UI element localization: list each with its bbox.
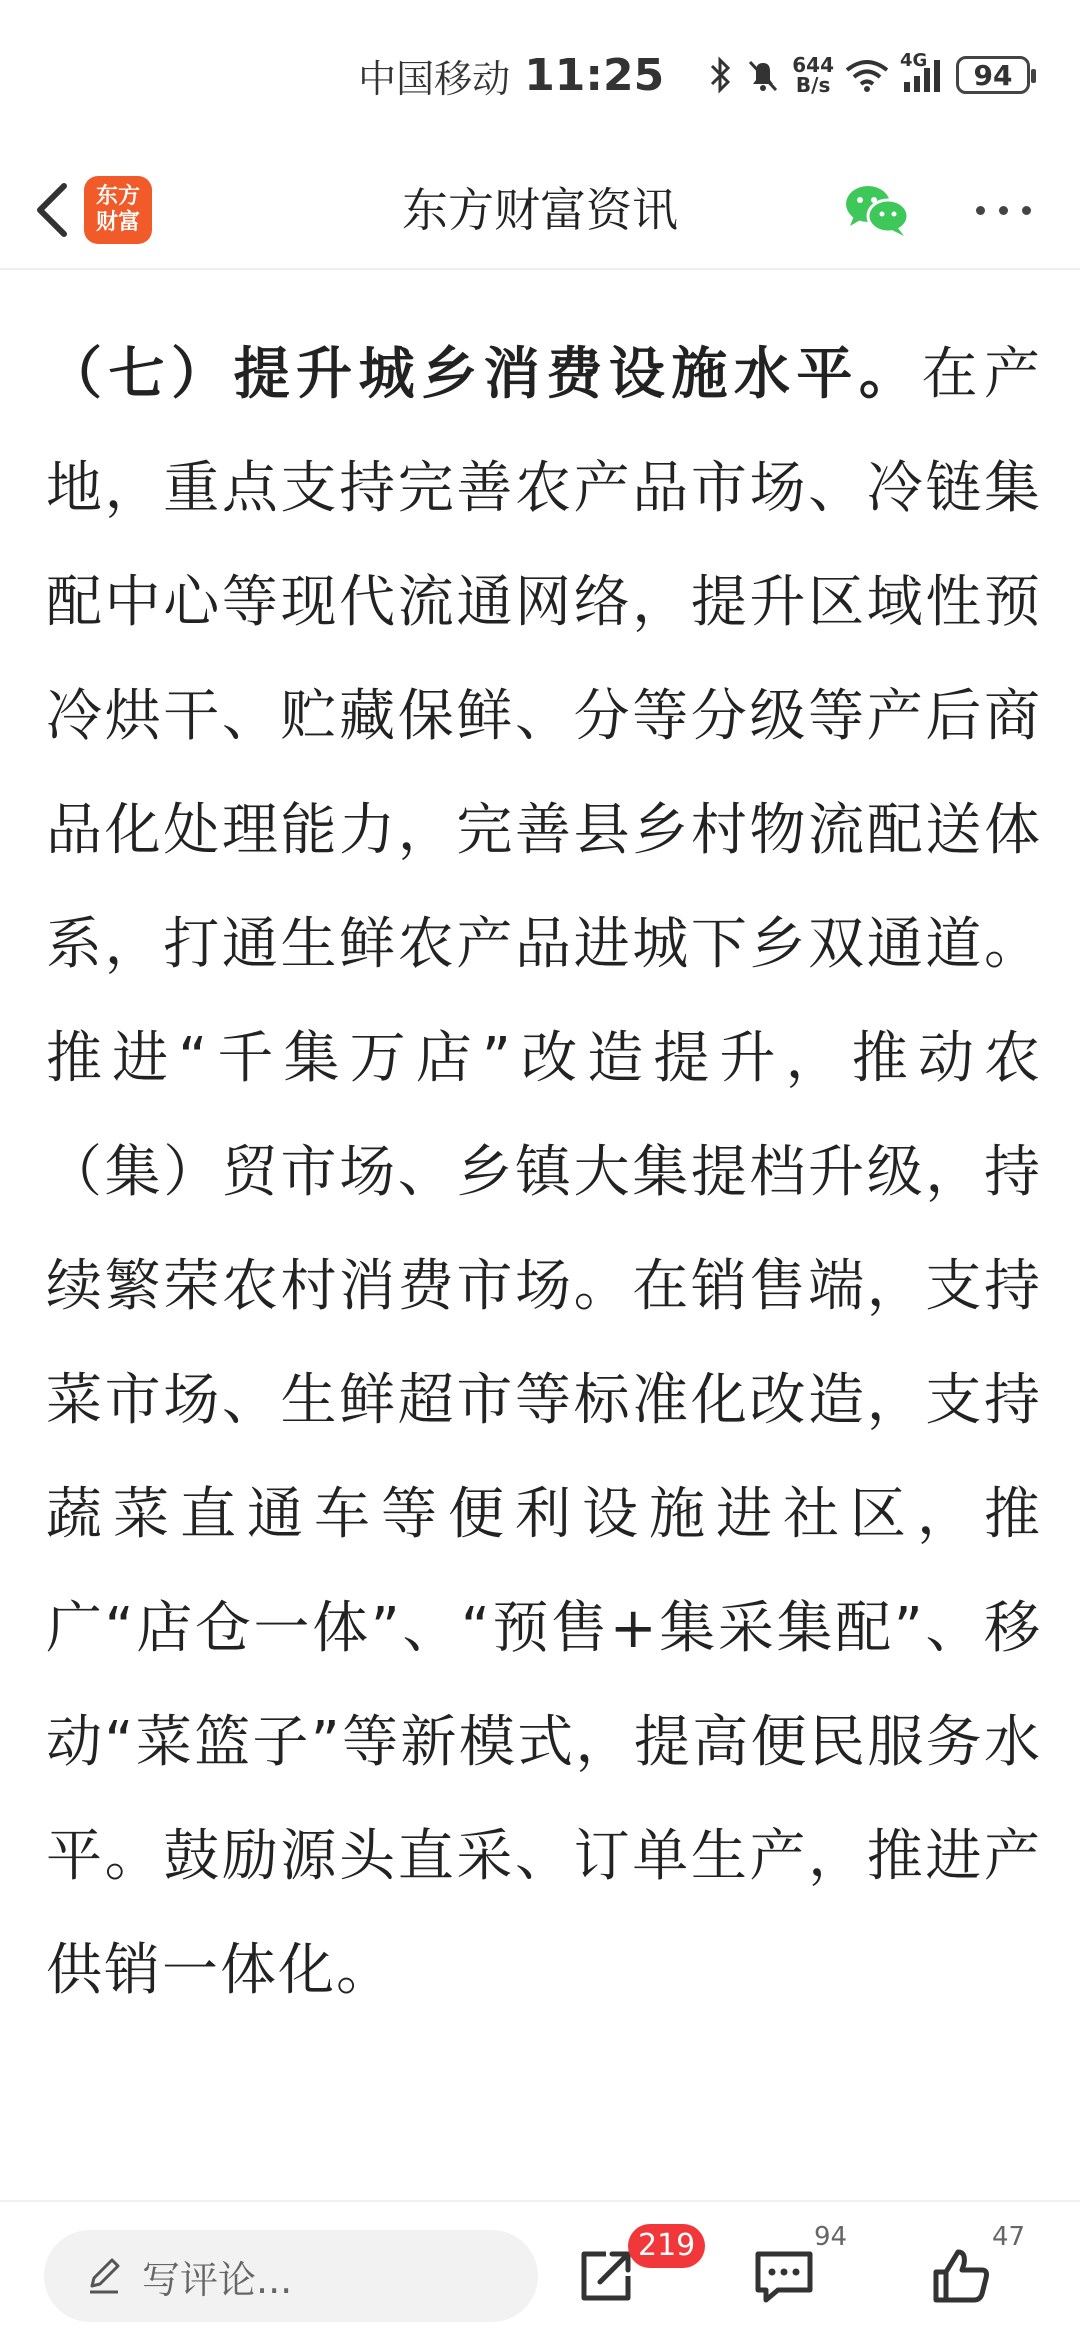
- network-type-label: 4G: [900, 50, 928, 71]
- article-body: [46, 318, 1042, 2028]
- back-arrow-icon: [32, 180, 72, 240]
- more-dot: [1022, 206, 1031, 215]
- net-speed-value: 644: [792, 53, 834, 77]
- carrier-label: 中国移动: [358, 56, 511, 101]
- share-count-badge: 219: [628, 2224, 705, 2268]
- more-dot: [976, 206, 985, 215]
- mute-bell-icon: [744, 56, 782, 94]
- clock: 11:25: [524, 49, 665, 101]
- share-icon: [576, 2246, 636, 2306]
- wechat-icon: [842, 180, 912, 240]
- comment-bubble-icon: [752, 2246, 816, 2306]
- more-options-button[interactable]: [968, 180, 1038, 240]
- more-dot: [999, 206, 1008, 215]
- bottom-action-bar: [0, 2200, 1080, 2340]
- app-logo: [84, 176, 152, 244]
- pencil-icon: [84, 2256, 124, 2296]
- logo-line-2: 财富: [95, 210, 140, 235]
- net-speed-unit: B/s: [795, 73, 831, 97]
- app-header: [0, 150, 1080, 270]
- wifi-icon: [844, 56, 890, 94]
- net-speed: [792, 55, 834, 95]
- like-button[interactable]: [922, 2236, 1002, 2316]
- comment-placeholder: 写评论...: [142, 2257, 293, 2302]
- comments-button[interactable]: [744, 2236, 824, 2316]
- back-button[interactable]: [22, 174, 82, 246]
- section-heading: （七）提升城乡消费设施水平。: [46, 342, 922, 407]
- page-title: 东方财富资讯: [402, 183, 678, 237]
- cell-signal-icon: [900, 50, 944, 94]
- thumbs-up-icon: [930, 2246, 994, 2306]
- comment-count: 94: [814, 2222, 848, 2252]
- battery-indicator: 94: [956, 56, 1030, 94]
- like-count: 47: [992, 2222, 1026, 2252]
- status-bar: [0, 0, 1080, 150]
- comment-input[interactable]: [44, 2230, 538, 2322]
- article-paragraph: 在产地，重点支持完善农产品市场、冷链集配中心等现代流通网络，提升区域性预冷烘干、贮藏保鲜、分等分级等产后商品化处理能力，完善县乡村物流配送体系，打通生鲜农产品进城下乡双通道。推进“千集万店”改造提升，推动农（集）贸市场、乡镇大集提档升级，持续繁荣农村消费市场。在销售端，支持菜市场、生鲜超市等标准化改造，支持蔬菜直通车等便利设施进社区，推广“店仓一体”、“预售+集采集配”、移动“菜篮子”等新模式，提高便民服务水平。鼓励源头直采、订单生产，推进产供销一体化。: [46, 342, 1043, 2003]
- wechat-share-button[interactable]: [842, 180, 912, 240]
- bluetooth-icon: [708, 56, 734, 94]
- logo-line-1: 东方: [95, 184, 140, 209]
